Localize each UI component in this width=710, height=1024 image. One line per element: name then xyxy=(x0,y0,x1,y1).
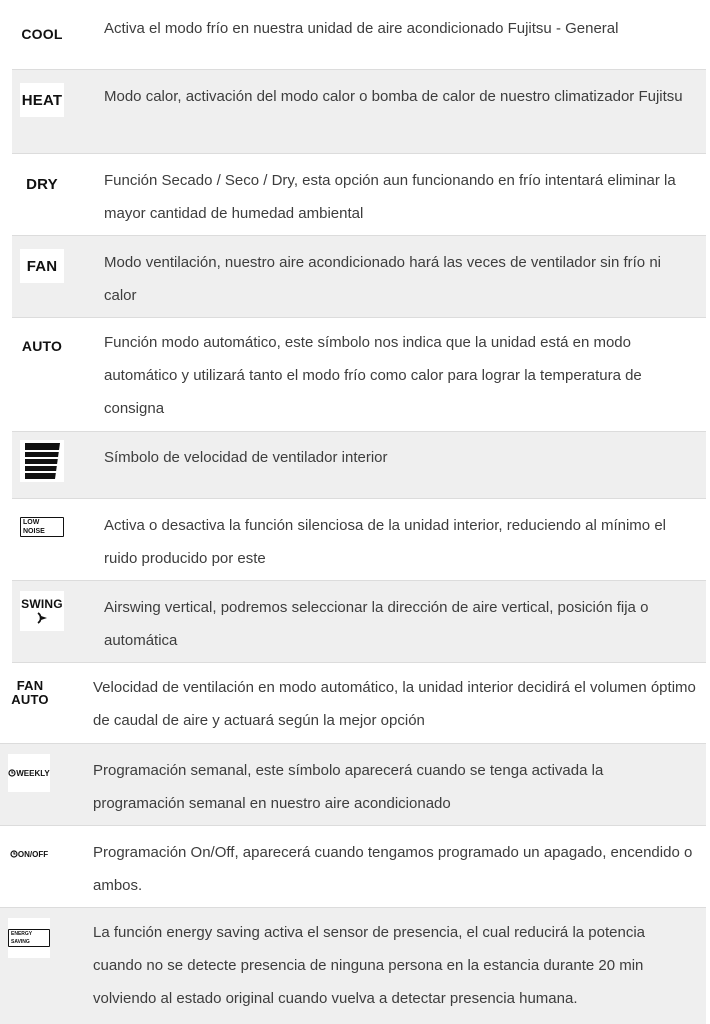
swing-description: Airswing vertical, podremos seleccionar la dirección de aire vertical, posición fija o automática xyxy=(104,599,649,649)
cool-symbol xyxy=(20,17,64,51)
heat-description: Modo calor, activación del modo calor o bomba de calor de nuestro climatizador Fujitsu xyxy=(104,88,683,105)
cool-symbol-label: COOL xyxy=(21,26,63,42)
heat-symbol-label: HEAT xyxy=(21,91,63,109)
heat-symbol xyxy=(20,83,64,117)
dry-symbol-label: DRY xyxy=(26,175,58,193)
table-row-dry xyxy=(12,154,706,236)
auto-symbol-label: AUTO xyxy=(21,338,63,354)
fan-symbol-label: FAN xyxy=(26,257,58,275)
table-row-heat xyxy=(12,70,706,154)
table-row-auto xyxy=(12,318,706,432)
on-off-symbol-label: ON/OFF xyxy=(17,849,49,859)
table-row-fan-speed xyxy=(12,432,706,499)
weekly-symbol-label: WEEKLY xyxy=(16,768,50,778)
fan-speed-bars-icon xyxy=(22,441,62,481)
low-noise-description: Activa o desactiva la función silenciosa de la unidad interior, reduciendo al mínimo el ruido producido por este xyxy=(104,517,666,567)
table-row-energy-saving xyxy=(0,908,706,1024)
table-row-fan-auto xyxy=(0,663,706,744)
dry-description: Función Secado / Seco / Dry, esta opción aun funcionando en frío intentará eliminar la mayor cantidad de humedad ambiental xyxy=(104,172,676,222)
table-row-fan xyxy=(12,236,706,318)
fan-speed-icon xyxy=(20,440,64,482)
fan-speed-description: Símbolo de velocidad de ventilador interior xyxy=(104,449,388,466)
fan-auto-symbol-label-2: AUTO xyxy=(11,692,49,707)
table-row-low-noise xyxy=(12,499,706,581)
table-row-weekly xyxy=(0,744,706,826)
cool-description: Activa el modo frío en nuestra unidad de aire acondicionado Fujitsu - General xyxy=(104,20,619,37)
weekly-symbol xyxy=(8,754,50,792)
on-off-description: Programación On/Off, aparecerá cuando tengamos programado un apagado, encendido o ambos. xyxy=(93,844,693,894)
fan-description: Modo ventilación, nuestro aire acondicionado hará las veces de ventilador sin frío ni calor xyxy=(104,254,661,304)
weekly-description: Programación semanal, este símbolo aparecerá cuando se tenga activada la programación semanal en nuestro aire acondicionado xyxy=(93,762,604,812)
fan-auto-symbol-label-1: FAN xyxy=(16,678,44,693)
dry-symbol xyxy=(20,167,64,201)
table-row-cool xyxy=(12,0,706,70)
low-noise-symbol-label: LOW NOISE xyxy=(20,517,64,537)
low-noise-symbol xyxy=(20,510,64,544)
swing-symbol-label: SWING xyxy=(21,597,63,611)
fan-auto-symbol xyxy=(8,675,52,711)
swing-symbol xyxy=(20,591,64,631)
swing-arrow-icon xyxy=(35,611,49,625)
table-row-on-off xyxy=(0,826,706,908)
on-off-symbol xyxy=(8,837,50,871)
energy-saving-symbol-label: ENERGY SAVING xyxy=(8,929,50,947)
energy-saving-symbol xyxy=(8,918,50,958)
clock-icon xyxy=(8,769,16,777)
fan-auto-description: Velocidad de ventilación en modo automático, la unidad interior decidirá el volumen óptimo de caudal de aire y actuará según la mejor opción xyxy=(93,679,696,729)
energy-saving-description: La función energy saving activa el sensor de presencia, el cual reducirá la potencia cuando no se detecte presencia de ninguna persona en la estancia durante 20 min volviendo al estado original cuando vuelva a detectar presencia humana. xyxy=(93,924,645,1007)
auto-description: Función modo automático, este símbolo nos indica que la unidad está en modo automático y utilizará tanto el modo frío como calor para lograr la temperatura de consigna xyxy=(104,334,642,417)
table-row-swing xyxy=(12,581,706,663)
auto-symbol xyxy=(20,329,64,363)
clock-icon xyxy=(10,850,18,858)
fan-symbol xyxy=(20,249,64,283)
